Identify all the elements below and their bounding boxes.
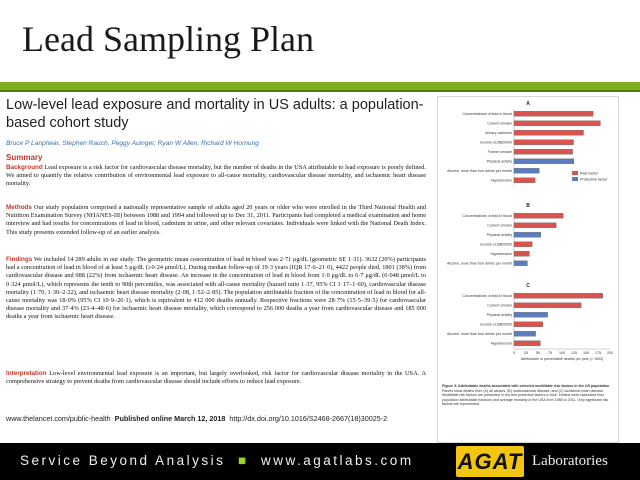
section-text: Low-level environmental lead exposure is an important, but largely overlooked, risk factor for cardiovascular disease mortality in the USA. A comprehensive strategy to prevent deaths from cardiovascular disease should include efforts to reduce lead exposure. [6,370,426,386]
section-heading: Background [6,164,43,171]
findings-section [6,256,426,322]
x-tick-label: 0 [513,351,515,355]
interpretation-section [6,370,426,386]
tagline-left: Service Beyond Analysis [20,453,226,468]
section-text: Lead exposure is a risk factor for cardiovascular disease mortality, but the number of deaths in the USA attributable to lead exposure is poorly defined. We aimed to quantify the relative contribution of environmental lead exposure to all-cause mortality, cardiovascular disease mortality, and ischaemic heart disease mortality. [6,164,426,188]
panel-label: B [526,203,530,209]
logo-text: AGAT [457,449,523,474]
bar [514,312,548,317]
website-link[interactable]: www.agatlabs.com [261,453,414,468]
category-label: Physical activity [486,233,512,238]
legend-risk: Risk factor [580,171,598,176]
x-tick-label: 75 [548,351,552,355]
published-date: Published online March 12, 2018 [114,414,226,423]
bar [514,213,563,218]
summary-heading: Summary [6,153,43,162]
slide-title: Lead Sampling Plan [22,19,314,59]
section-text: Our study population comprised a nationally representative sample of adults aged 20 years or older who were enrolled in the Third National Health and Nutrition Examination Survey (NHANES-III) between 1988 and 1994 and followed up to Dec 31, 2011. Participants had completed a medical examination and home interview and had results for concentrations of lead in blood, cadmium in urine, and other relevant covariates. Individuals were linked with the National Death Index. This study presents extended follow-up of an earlier analysis. [6,204,426,236]
bar [514,140,574,145]
category-label: Urinary cadmium [484,131,512,136]
category-label: Concentrations of lead in blood [462,112,512,117]
accent-bar [0,82,640,90]
bar [514,178,535,183]
x-tick-label: 150 [583,351,589,355]
tagline [20,453,414,468]
figure-caption [442,384,614,407]
category-label: Former smoker [487,150,512,155]
bar [514,232,541,237]
bar [514,159,574,164]
category-label: Income ≤US$20000 [480,322,512,327]
x-tick-label: 25 [524,351,528,355]
laboratories-text: Laboratories [532,453,608,469]
bar [514,322,543,327]
bar [514,149,573,154]
paper-footer [6,414,387,423]
agat-logo [456,446,524,477]
category-label: Hypertension [490,178,512,183]
figure-panel [437,96,619,443]
category-label: Hypertension [490,341,512,346]
accent-bar-dark [0,90,640,92]
bar [514,168,539,173]
x-tick-label: 125 [571,351,577,355]
x-tick-label: 175 [595,351,601,355]
legend-swatch-risk [572,171,578,175]
category-label: Concentrations of lead in blood [462,294,512,299]
doi-link[interactable]: http://dx.doi.org/10.1016/S2468-2667(18)30025-2 [229,414,388,423]
panel-label: C [526,283,530,289]
panel-label: A [526,101,530,107]
bar [514,111,593,116]
bar [514,242,532,247]
x-tick-label: 200 [607,351,613,355]
category-label: Current smoker [487,303,512,308]
legend-protective: Protective factor [580,177,608,182]
bar [514,121,600,126]
section-text: We included 14 289 adults in our study. The geometric mean concentration of lead in blood was 2·71 μg/dL (geometric SE 1·31). 3632 (20%) participants had a concentration of lead in blood of at least 5 μg/dL (≥0·24 μmol/L). During median follow-up of 19·3 years (IQR 17·6–21·0), 4422 people died, 1801 (38%) from cardiovascular disease and 988 (22%) from ischaemic heart disease. An increase in the concentration of lead in blood from 1·0 μg/dL to 6·7 μg/dL (0·048 μmol/L to 0·324 μmol/L), which represents the tenth to 90th percentiles, was associated with all-cause mortality (hazard ratio 1·37, 95% CI 1·17–1·60), cardiovascular disease mortality (1·70, 1·30–2·22), and ischaemic heart disease mortality (2·08, 1·52–2·85). The population attributable fraction of the concentration of lead in blood for all-cause mortality was 18·0% (95% CI 10·9–26·1), which is equivalent to 412 000 deaths annually. Respective fractions were 28·7% (15·5–39·5) for cardiovascular disease mortality and 37·4% (23·4–48·6) for ischaemic heart disease mortality, which correspond to 256 000 deaths a year from cardiovascular disease and 185 000 deaths a year from ischaemic heart disease. [6,256,426,321]
x-tick-label: 100 [559,351,565,355]
separator-icon: ■ [237,453,249,468]
bar [514,251,529,256]
x-tick-label: 50 [536,351,540,355]
category-label: Physical activity [486,313,512,318]
section-heading: Interpretation [6,370,47,377]
category-label: Income ≤US$20000 [480,140,512,145]
background-section [6,164,426,189]
category-label: Alcohol, more than four drinks per month [447,261,512,266]
category-label: Physical activity [486,159,512,164]
bar [514,293,603,298]
bar [514,261,527,266]
paper-abstract [4,96,429,423]
legend-swatch-protective [572,177,578,181]
category-label: Income ≤US$20000 [480,242,512,247]
section-heading: Methods [6,204,32,211]
category-label: Current smoker [487,121,512,126]
methods-section [6,204,426,237]
category-label: Hypertension [490,252,512,257]
journal-url[interactable]: www.thelancet.com/public-health [6,414,111,423]
category-label: Current smoker [487,223,512,228]
attributable-deaths-chart [438,97,618,387]
bar [514,130,584,135]
paper-title: Low-level lead exposure and mortality in US adults: a population-based cohort study [6,97,424,131]
bar [514,223,556,228]
category-label: Alcohol, more than four drinks per month [447,332,512,337]
section-heading: Findings [6,256,33,263]
caption-title: Figure 3: Attributable deaths associated with selected modifiable risk factors in the US population [442,384,610,388]
category-label: Concentrations of lead in blood [462,214,512,219]
caption-body: Panels show deaths from (A) all causes, (B) cardiovascular disease, and (C) ischaemic heart disease. Modifiable risk factors are presented in red and protective factors in blue. Deaths were calculated from population attributable fractions and average mortality in the USA from 1988 to 2011. Only significant risk factors are represented. [442,388,609,407]
bar [514,331,536,336]
category-label: Alcohol, more than four drinks per month [447,169,512,174]
bar [514,341,540,346]
x-axis-label: Attributable or preventable deaths per year (× 1000) [520,357,604,361]
bar [514,303,581,308]
paper-authors: Bruce P Lanphear, Stephen Rauch, Peggy Auinger, Ryan W Allen, Richard W Hornung [6,140,259,147]
